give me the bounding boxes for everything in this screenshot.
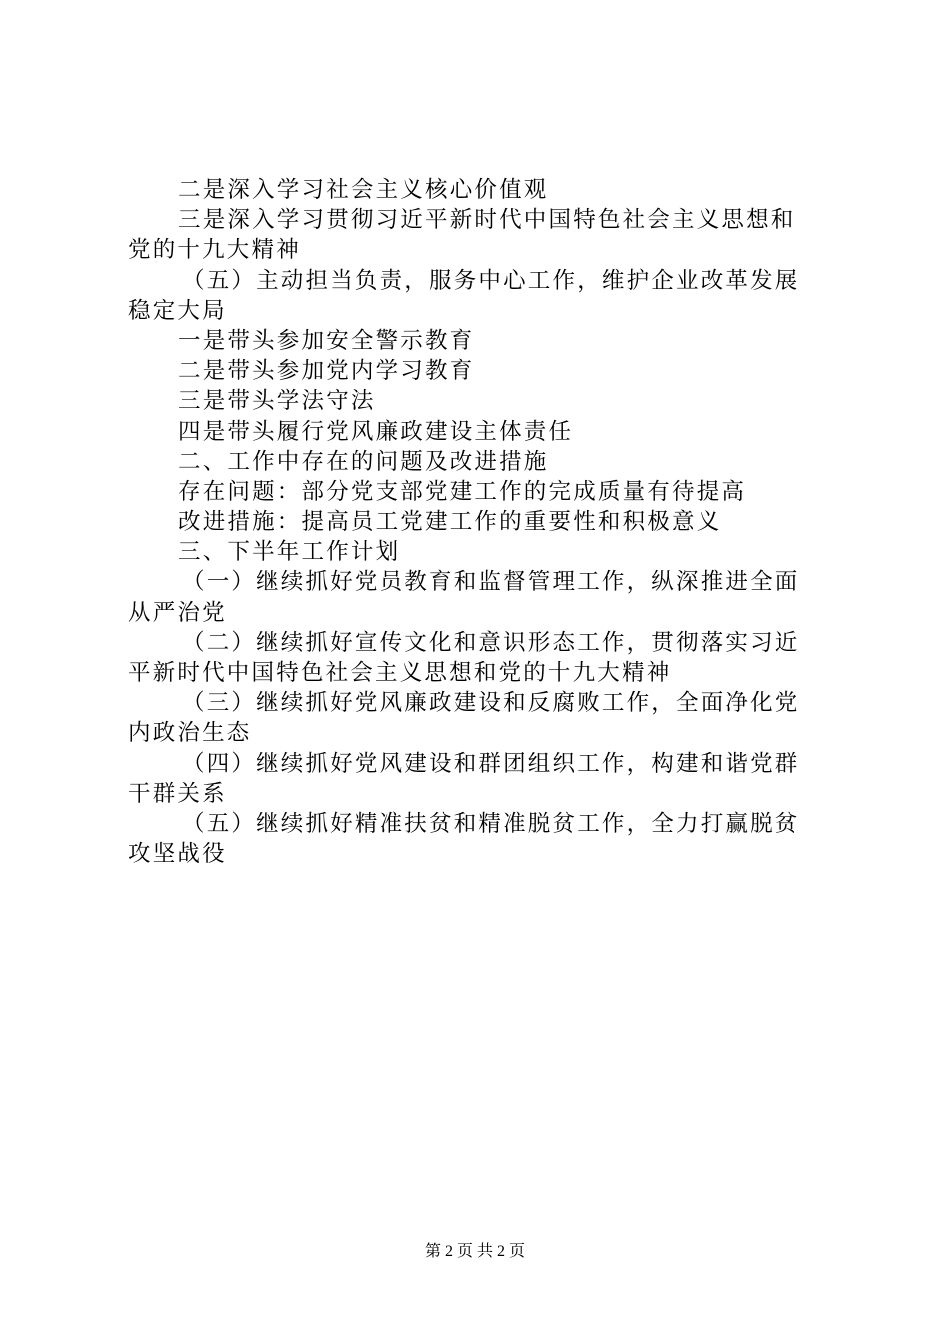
plan-item-line-continued: 内政治生态 (128, 720, 252, 747)
section-heading: 二、工作中存在的问题及改进措施 (178, 448, 549, 475)
section-heading: 三、下半年工作计划 (178, 539, 401, 566)
paragraph-line: 一是带头参加安全警示教育 (178, 327, 475, 354)
paragraph-line: 二是深入学习社会主义核心价值观 (178, 177, 549, 203)
section-heading-line: （五）主动担当负责，服务中心工作，维护企业改革发展 (182, 267, 800, 294)
plan-item-line: （三）继续抓好党风廉政建设和反腐败工作，全面净化党 (182, 690, 800, 717)
paragraph-line: 存在问题：部分党支部党建工作的完成质量有待提高 (178, 478, 747, 505)
section-heading-line-continued: 稳定大局 (128, 297, 227, 324)
plan-item-line-continued: 攻坚战役 (128, 841, 227, 868)
paragraph-line-continued: 党的十九大精神 (128, 237, 301, 264)
page-number-footer: 第 2 页 共 2 页 (424, 1243, 525, 1260)
plan-item-line-continued: 平新时代中国特色社会主义思想和党的十九大精神 (128, 660, 672, 686)
plan-item-line: （四）继续抓好党风建设和群团组织工作，构建和谐党群 (182, 750, 800, 777)
paragraph-line: 三是带头学法守法 (178, 388, 376, 415)
paragraph-line: 四是带头履行党风廉政建设主体责任 (178, 418, 574, 445)
plan-item-line-continued: 干群关系 (128, 780, 227, 807)
plan-item-line: （一）继续抓好党员教育和监督管理工作，纵深推进全面 (182, 569, 800, 596)
plan-item-line-continued: 从严治党 (128, 599, 227, 626)
paragraph-line: 三是深入学习贯彻习近平新时代中国特色社会主义思想和 (178, 207, 796, 234)
plan-item-line: （二）继续抓好宣传文化和意识形态工作，贯彻落实习近 (182, 629, 800, 656)
paragraph-line: 二是带头参加党内学习教育 (178, 358, 475, 385)
document-body (128, 175, 834, 869)
plan-item-line: （五）继续抓好精准扶贫和精准脱贫工作，全力打赢脱贫 (182, 810, 800, 837)
paragraph-line: 改进措施：提高员工党建工作的重要性和积极意义 (178, 509, 722, 536)
